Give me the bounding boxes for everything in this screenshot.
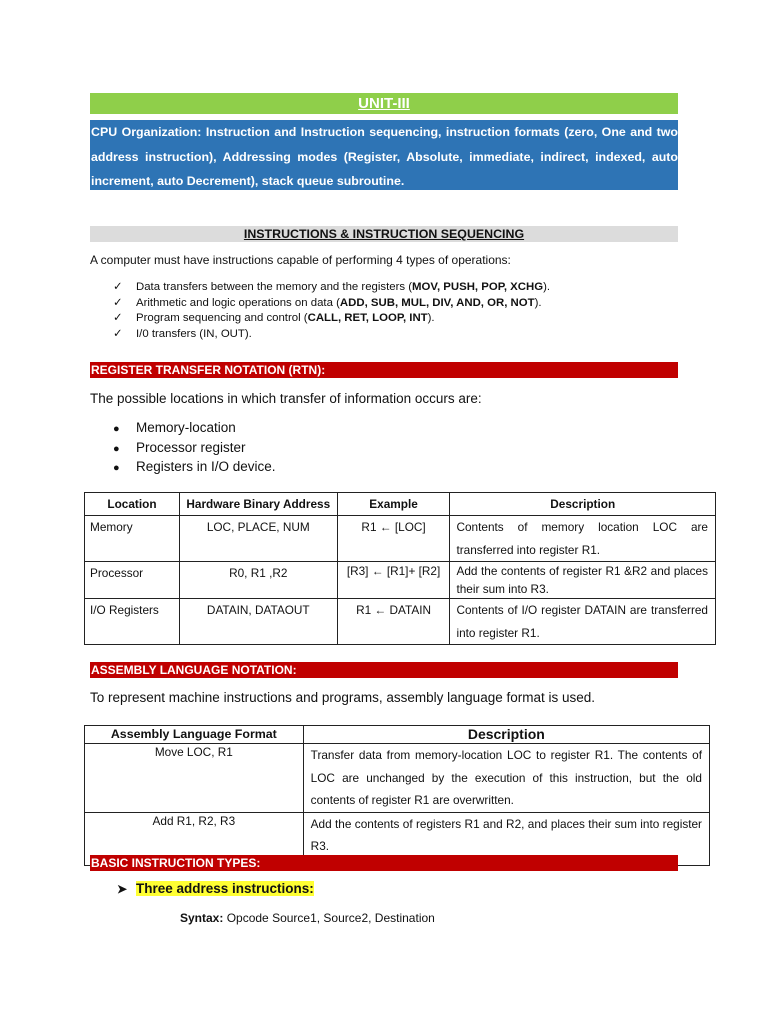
table-cell: R1 ← [LOC] <box>337 516 450 562</box>
table-row <box>85 599 716 645</box>
list-item: ✓ Data transfers between the memory and the registers (MOV, PUSH, POP, XCHG). <box>113 280 550 296</box>
list-item: ● Memory-location <box>113 419 276 439</box>
column-header: Description <box>303 726 709 744</box>
table-cell: Add the contents of registers R1 and R2, and places their sum into register R3. <box>303 812 709 865</box>
bullet-icon: ● <box>113 462 120 474</box>
assembly-table <box>84 725 710 866</box>
table-row <box>85 516 716 562</box>
table-cell: Transfer data from memory-location LOC to register R1. The contents of LOC are unchanged by the execution of this instruction, but the old contents of register R1 are overwritten. <box>303 744 709 813</box>
three-address-label: Three address instructions: <box>136 881 314 896</box>
column-header: Description <box>450 493 716 516</box>
checkmark-icon: ✓ <box>113 328 123 341</box>
bullet-icon: ● <box>113 423 120 435</box>
column-header: Example <box>337 493 450 516</box>
section-heading-basic-types: BASIC INSTRUCTION TYPES: <box>90 855 678 871</box>
table-cell: Add R1, R2, R3 <box>85 812 304 865</box>
section-heading-rtn: REGISTER TRANSFER NOTATION (RTN): <box>90 362 678 378</box>
list-item: ✓ I/0 transfers (IN, OUT). <box>113 327 550 343</box>
table-cell: DATAIN, DATAOUT <box>179 599 337 645</box>
list-item: ✓ Program sequencing and control (CALL, RET, LOOP, INT). <box>113 311 550 327</box>
table-cell: Processor <box>85 562 180 599</box>
three-address-item <box>117 881 314 896</box>
arrow-bullet-icon: ➤ <box>117 882 128 896</box>
list-item: ● Registers in I/O device. <box>113 458 276 478</box>
table-cell: R0, R1 ,R2 <box>179 562 337 599</box>
table-header-row <box>85 493 716 516</box>
checkmark-icon: ✓ <box>113 312 123 325</box>
unit-intro-box: CPU Organization: Instruction and Instruction sequencing, instruction formats (zero, One and two address instruction), Addressing modes (Register, Absolute, immediate, indirect, indexed, auto increment, auto Decrement), stack queue subroutine. <box>90 120 678 190</box>
column-header: Hardware Binary Address <box>179 493 337 516</box>
column-header: Location <box>85 493 180 516</box>
table-cell: R1 ← DATAIN <box>337 599 450 645</box>
checkmark-icon: ✓ <box>113 281 123 293</box>
syntax-value: Opcode Source1, Source2, Destination <box>226 911 435 925</box>
table-row <box>85 744 710 813</box>
table-cell: LOC, PLACE, NUM <box>179 516 337 562</box>
table-row <box>85 562 716 599</box>
table-cell: Memory <box>85 516 180 562</box>
section-heading-assembly: ASSEMBLY LANGUAGE NOTATION: <box>90 662 678 678</box>
table-cell: Move LOC, R1 <box>85 744 304 813</box>
column-header: Assembly Language Format <box>85 726 304 744</box>
rtn-table <box>84 492 716 645</box>
table-header-row <box>85 726 710 744</box>
section-heading-instructions: INSTRUCTIONS & INSTRUCTION SEQUENCING <box>90 226 678 242</box>
table-cell: Add the contents of register R1 &R2 and places their sum into R3. <box>450 562 716 599</box>
operations-list <box>113 280 550 343</box>
locations-list <box>113 419 276 478</box>
rtn-intro-text: The possible locations in which transfer of information occurs are: <box>90 391 482 406</box>
bullet-icon: ● <box>113 442 120 455</box>
table-cell: [R3] ← [R1]+ [R2] <box>337 562 450 599</box>
unit-title: UNIT-III <box>90 93 678 114</box>
list-item: ✓ Arithmetic and logic operations on data (ADD, SUB, MUL, DIV, AND, OR, NOT). <box>113 296 550 312</box>
syntax-label: Syntax: <box>180 911 224 925</box>
list-item: ● Processor register <box>113 439 276 459</box>
assembly-intro-text: To represent machine instructions and programs, assembly language format is used. <box>90 690 596 705</box>
syntax-line <box>180 911 435 925</box>
table-cell: Contents of I/O register DATAIN are transferred into register R1. <box>450 599 716 645</box>
checkmark-icon: ✓ <box>113 296 123 309</box>
section-intro-text: A computer must have instructions capable of performing 4 types of operations: <box>90 253 511 267</box>
table-cell: I/O Registers <box>85 599 180 645</box>
table-cell: Contents of memory location LOC are transferred into register R1. <box>450 516 716 562</box>
